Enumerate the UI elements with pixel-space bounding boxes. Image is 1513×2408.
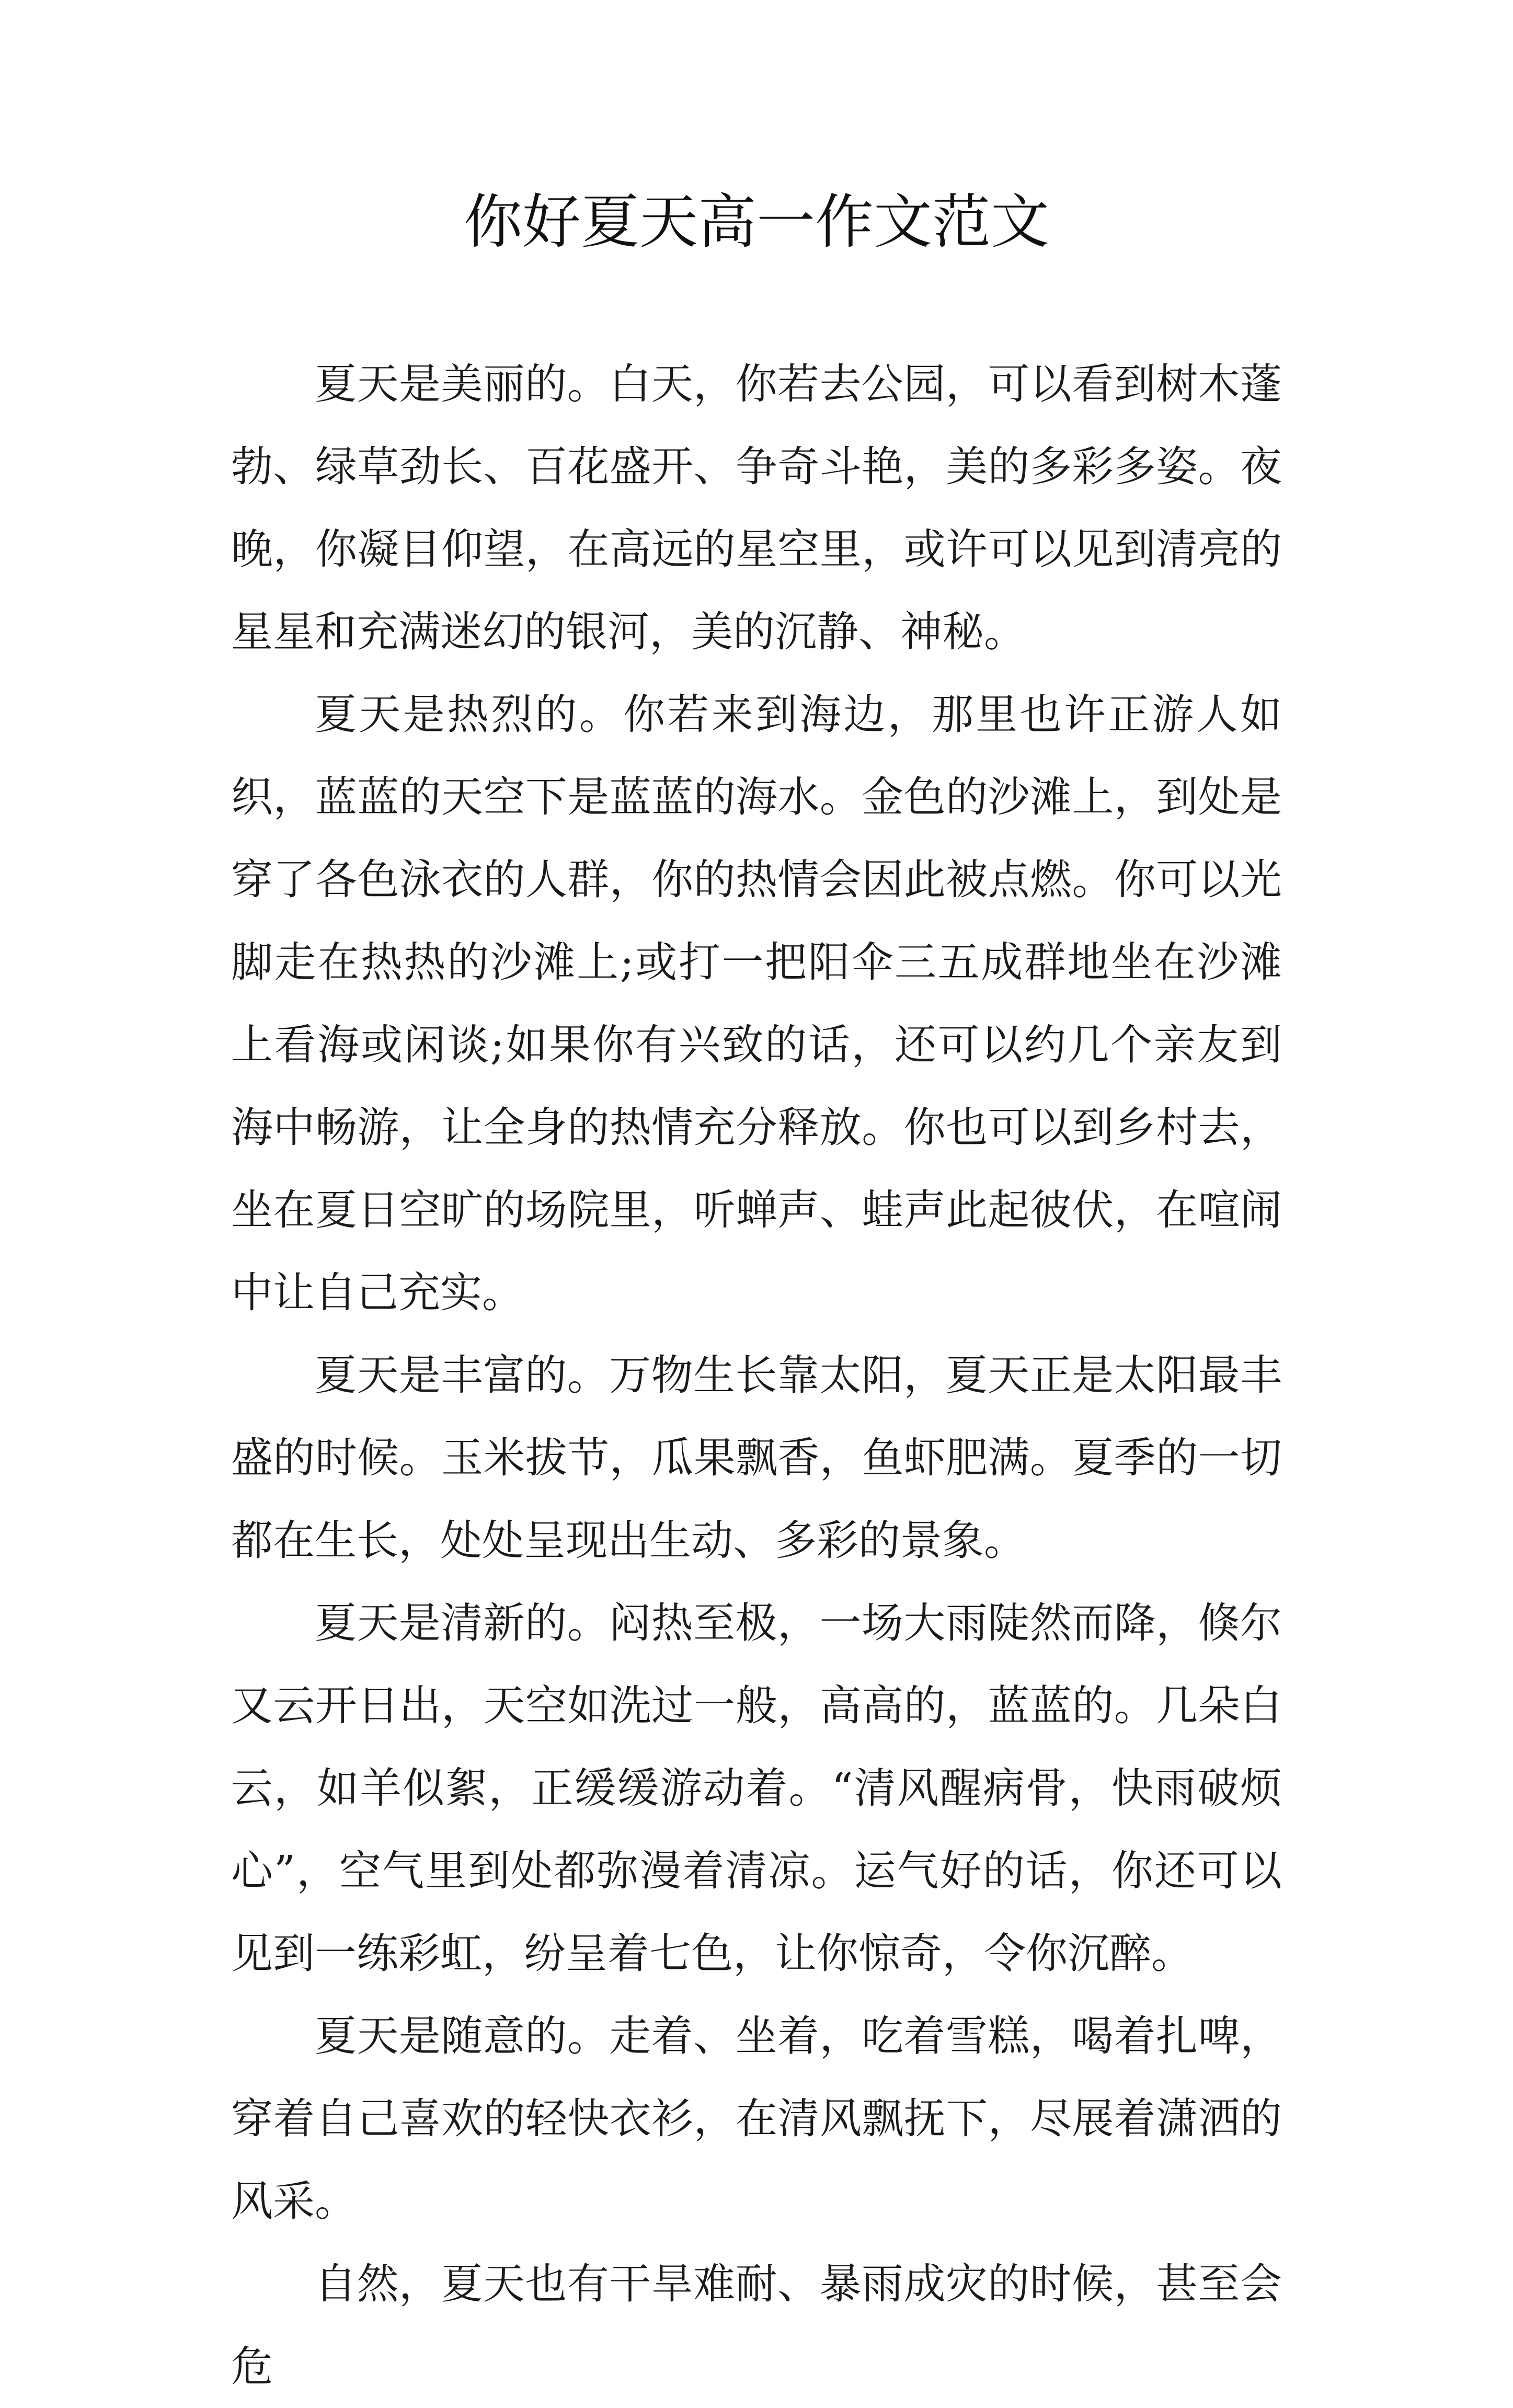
paragraph-4: 夏天是清新的。闷热至极，一场大雨陡然而降，倏尔又云开日出，天空如洗过一般，高高的，蓝蓝的。几朵白云，如羊似絮，正缓缓游动着。“清风醒病骨，快雨破烦心”，空气里到处都弥漫着清凉。运气好的话，你还可以见到一练彩虹，纷呈着七色，让你惊奇，令你沉醉。 xyxy=(231,1599,1282,1978)
document-title: 你好夏天高一作文范文 xyxy=(464,188,1049,256)
paragraph-6: 自然，夏天也有干旱难耐、暴雨成灾的时候，甚至会危 xyxy=(231,2260,1282,2391)
paragraph-2: 夏天是热烈的。你若来到海边，那里也许正游人如织，蓝蓝的天空下是蓝蓝的海水。金色的沙滩上，到处是穿了各色泳衣的人群，你的热情会因此被点燃。你可以光脚走在热热的沙滩上;或打一把阳伞三五成群地坐在沙滩上看海或闲谈;如果你有兴致的话，还可以约几个亲友到海中畅游，让全身的热情充分释放。你也可以到乡村去，坐在夏日空旷的场院里，听蝉声、蛙声此起彼伏，在喧闹中让自己充实。 xyxy=(231,690,1282,1317)
paragraph-1: 夏天是美丽的。白天，你若去公园，可以看到树木蓬勃、绿草劲长、百花盛开、争奇斗艳，美的多彩多姿。夜晚，你凝目仰望，在高远的星空里，或许可以见到清亮的星星和充满迷幻的银河，美的沉静、神秘。 xyxy=(231,360,1282,656)
document-body xyxy=(231,343,1282,2408)
paragraph-3: 夏天是丰富的。万物生长靠太阳，夏天正是太阳最丰盛的时候。玉米拔节，瓜果飘香，鱼虾肥满。夏季的一切都在生长，处处呈现出生动、多彩的景象。 xyxy=(231,1351,1282,1565)
paragraph-5: 夏天是随意的。走着、坐着，吃着雪糕，喝着扎啤，穿着自己喜欢的轻快衣衫，在清风飘抚下，尽展着潇洒的风采。 xyxy=(231,2012,1282,2226)
